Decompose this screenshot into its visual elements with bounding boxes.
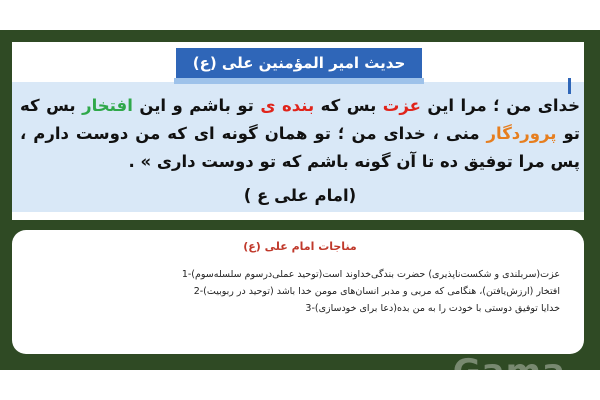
slide-title: حدیث امیر المؤمنین علی (ع)	[176, 48, 422, 78]
hadith-part: خدای من ؛ مرا این	[420, 96, 580, 115]
hadith-highlight-eftekhar: افتخار	[82, 96, 133, 115]
list-item: افتخار (ارزش‌یافتن)، هنگامی که مربی و مدبر انسان‌های مومن خدا باشد (توحید در ربوبیت)-2	[193, 286, 560, 297]
gama-logo: Gama	[452, 352, 566, 392]
hadith-part: منی ، خدای من ؛ تو همان گونه ای که من دوست دارم ، پس مرا توفیق ده تا آن گونه باشم که تو دوست داری » .	[20, 124, 580, 171]
list-item: خدایا توفیق دوستی با خودت را به من بده(دعا برای خودسازی)-3	[305, 303, 560, 314]
hadith-highlight-izzat: عزت	[382, 96, 421, 115]
hadith-attribution: (امام علی ع )	[243, 186, 357, 205]
hadith-text	[20, 92, 580, 176]
hadith-part: بس که تو	[20, 96, 580, 143]
hadith-part: تو باشم و این	[132, 96, 261, 115]
title-underline	[174, 78, 424, 84]
list-item: عزت(سربلندی و شکست‌ناپذیری) حضرت بندگی‌خداوند است(توحید عملی‌درسوم سلسله‌سوم)-1	[181, 269, 560, 280]
munajat-title: مناجات امام علی (ع)	[243, 240, 357, 253]
hadith-highlight-bandeh: بنده ی	[260, 96, 315, 115]
munajat-list	[40, 266, 560, 317]
hadith-highlight-parvardegar: پروردگار	[486, 124, 557, 143]
hadith-part: بس که	[314, 96, 383, 115]
